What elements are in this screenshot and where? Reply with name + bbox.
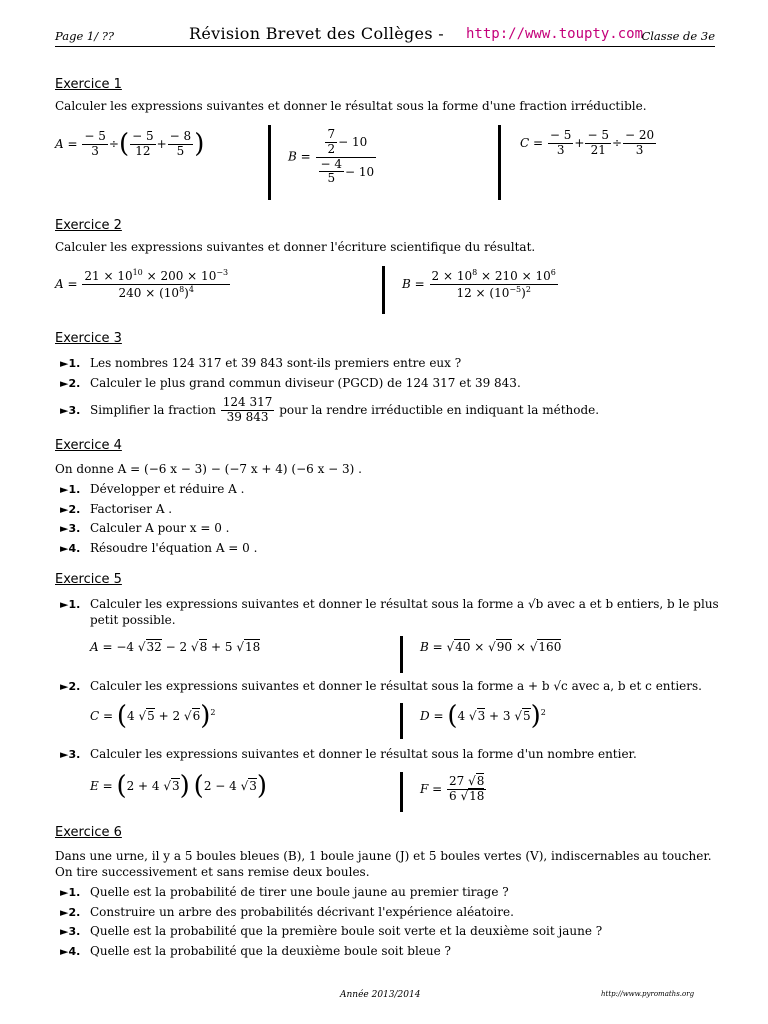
formula-1c: C = $\frac{- 5}{3}$ + $\frac{- 5}{21}$ ÷ $\frac{- 20}{3}$	[520, 128, 655, 157]
formula-separator	[400, 703, 403, 739]
exercise-1-intro: Calculer les expressions suivantes et donner le résultat sous la forme d'une fraction irréductible.	[55, 99, 647, 113]
exercise-4-question-2: ►2. Factoriser A .	[60, 502, 173, 516]
exercise-6-question-2: ►2. Construire un arbre des probabilités décrivant l'expérience aléatoire.	[60, 905, 514, 919]
exercise-5-question-3: ►3. Calculer les expressions suivantes et donner le résultat sous la forme d'un nombre entier.	[60, 747, 637, 761]
footer-year: Année 2013/2014	[340, 990, 421, 1000]
exercise-4-question-4: ►4. Résoudre l'équation A = 0 .	[60, 541, 258, 555]
formula-separator	[498, 125, 501, 200]
exercise-2-intro: Calculer les expressions suivantes et donner l'écriture scientifique du résultat.	[55, 240, 536, 254]
exercise-3-question-3: ►3. Simplifier la fraction $\frac{124 317}{39 843}$ pour la rendre irréductible en indiquant la méthode.	[60, 395, 600, 424]
formula-separator	[400, 772, 403, 812]
exercise-1-title: Exercice 1	[55, 77, 122, 92]
formula-5f: F = $\frac{27 √8}{6 √18}$	[420, 774, 485, 803]
exercise-5-question-1: ►1. Calculer les expressions suivantes et donner le résultat sous la forme a √b avec a et b entiers, b le plus	[60, 597, 719, 611]
formula-5d: D = (4 √3 + 3 √5)$^2$	[420, 701, 546, 731]
formula-5e: E = (2 + 4 √3) (2 − 4 √3)	[90, 771, 268, 801]
footer-site-link[interactable]: http://www.pyromaths.org	[601, 990, 695, 998]
formula-5c: C = (4 √5 + 2 √6)$^2$	[90, 701, 216, 731]
formula-separator	[400, 636, 403, 673]
header-link[interactable]: http://www.toupty.com	[466, 26, 644, 42]
formula-separator	[268, 125, 271, 200]
formula-2b: B = $\frac{2 \times 10^8 \times 210 \times 10^6}{12 \times (10^{-5})^2}$	[402, 268, 556, 300]
formula-5b: B = √40 × √90 × √160	[420, 640, 562, 654]
exercise-6-title: Exercice 6	[55, 825, 122, 840]
exercise-5-question-2: ►2. Calculer les expressions suivantes et donner le résultat sous la forme a + b √c avec a, b et c entiers.	[60, 679, 702, 693]
exercise-6-question-1: ►1. Quelle est la probabilité de tirer une boule jaune au premier tirage ?	[60, 885, 509, 899]
exercise-3-question-2: ►2. Calculer le plus grand commun diviseur (PGCD) de 124 317 et 39 843.	[60, 376, 521, 390]
class-label: Classe de 3e	[641, 29, 715, 43]
exercise-4-intro: On donne A = (−6 x − 3) − (−7 x + 4) (−6 x − 3) .	[55, 462, 362, 476]
exercise-6-question-3: ►3. Quelle est la probabilité que la première boule soit verte et la deuxième soit jaune ?	[60, 924, 603, 938]
formula-1a: A = $\frac{- 5}{3}$ ÷( $\frac{- 5}{12}$ + $\frac{- 8}{5}$ )	[55, 128, 205, 159]
exercise-2-title: Exercice 2	[55, 218, 122, 233]
exercise-4-question-3: ►3. Calculer A pour x = 0 .	[60, 521, 230, 535]
formula-separator	[382, 266, 385, 314]
exercise-4-title: Exercice 4	[55, 438, 122, 453]
exercise-4-question-1: ►1. Développer et réduire A .	[60, 482, 245, 496]
exercise-3-question-1: ►1. Les nombres 124 317 et 39 843 sont-ils premiers entre eux ?	[60, 356, 462, 370]
exercise-3-title: Exercice 3	[55, 331, 122, 346]
formula-5a: A = −4 √32 − 2 √8 + 5 √18	[90, 640, 261, 654]
formula-1b: B = $\frac{7}{2}$ − 10 $\frac{- 4}{5}$ − 10	[288, 127, 375, 186]
exercise-6-intro-line-2: On tire successivement et sans remise deux boules.	[55, 865, 370, 879]
exercise-6-question-4: ►4. Quelle est la probabilité que la deuxième boule soit bleue ?	[60, 944, 451, 958]
formula-2a: A = $\frac{21 \times 10^{10} \times 200 \times 10^{-3}}{240 \times (10^8)^4}$	[55, 268, 229, 300]
document-title: Révision Brevet des Collèges -	[189, 24, 444, 43]
page-number: Page 1/ ??	[55, 29, 115, 43]
exercise-5-title: Exercice 5	[55, 572, 122, 587]
exercise-5-question-1-continuation: petit possible.	[90, 613, 176, 627]
exercise-6-intro-line-1: Dans une urne, il y a 5 boules bleues (B), 1 boule jaune (J) et 5 boules vertes (V), indiscernables au toucher.	[55, 849, 712, 863]
page-header	[55, 24, 715, 47]
